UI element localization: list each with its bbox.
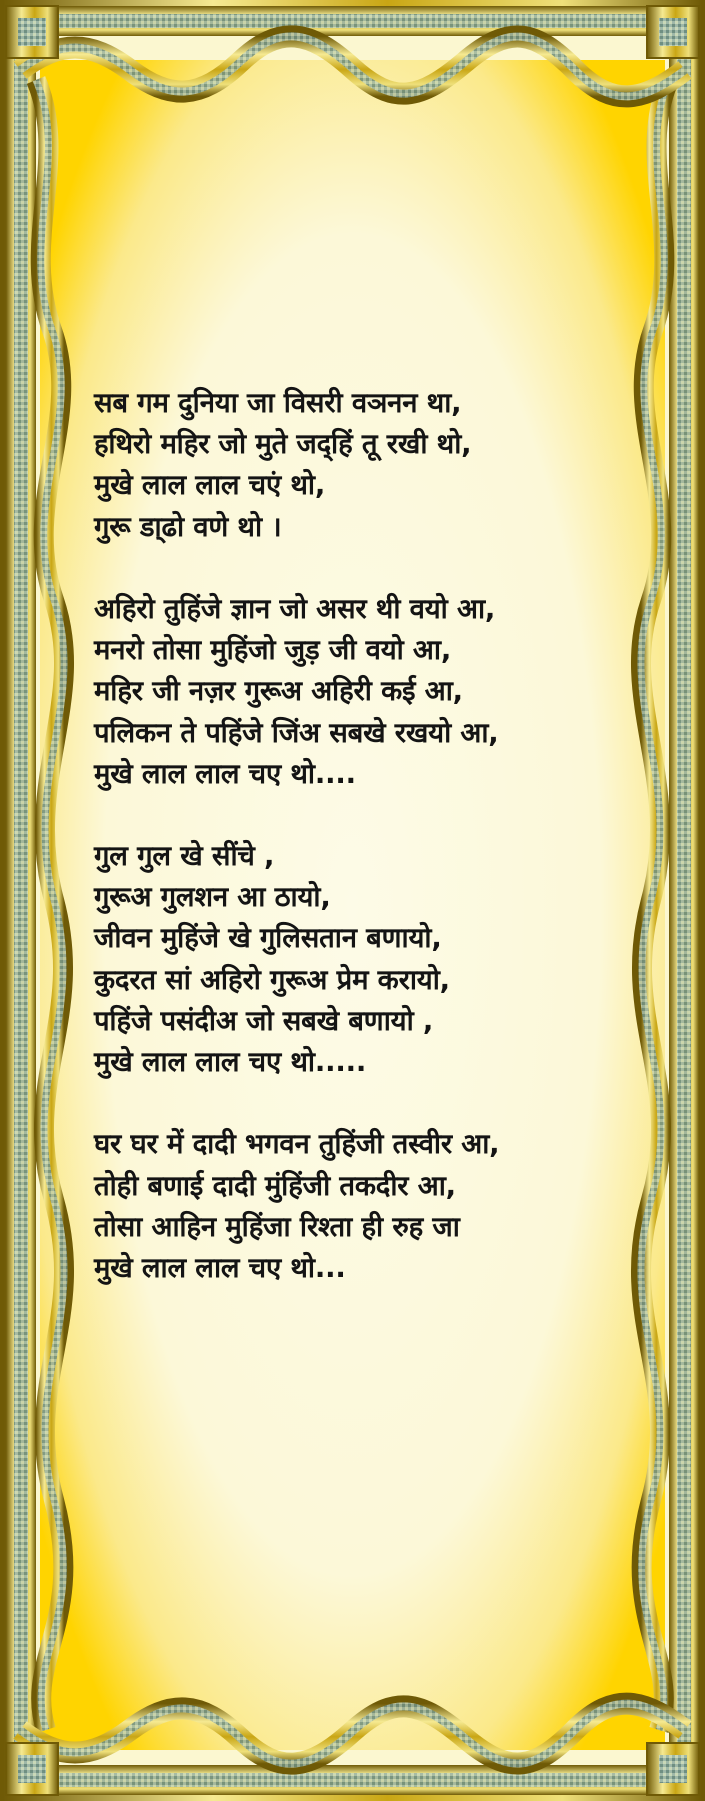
poem-line: तोसा आहिन मुहिंजा रिश्ता ही रुह जा	[94, 1210, 460, 1243]
poem-line: हथिरो महिर जो मुते जद्हिं तू रखी थो,	[94, 428, 472, 461]
poem-line: मुखे लाल लाल चए थो.....	[94, 1046, 367, 1078]
stanza-3	[94, 836, 634, 1083]
stanza-4	[94, 1124, 634, 1289]
poem-line: तोही बणाई दादी मुंहिंजी तकदीर आ,	[94, 1169, 456, 1202]
poem-line: गुल गुल खे सींचे ,	[94, 840, 275, 873]
poem-line: पहिंजे पसंदीअ जो सबखे बणायो ,	[94, 1004, 434, 1037]
poem-line: गुरू डा्ढो वणे थो ।	[94, 510, 282, 543]
poem-line: सब गम दुनिया जा विसरी वञनन था,	[94, 387, 462, 419]
poem-line: मुखे लाल लाल चए थो...	[94, 1251, 346, 1284]
poem-line: कुदरत सां अहिरो गुरूअ प्रेम करायो,	[94, 963, 450, 996]
poem-line: घर घर में दादी भगवन तुहिंजी तस्वीर आ,	[94, 1128, 500, 1161]
poem-line: मनरो तोसा मुहिंजो जुड़ जी वयो आ,	[94, 634, 452, 667]
poem-line: अहिरो तुहिंजे ज्ञान जो असर थी वयो आ,	[94, 592, 496, 625]
poem-line: महिर जी नज़र गुरूअ अहिरी कई आ,	[94, 675, 463, 708]
poem-line: जीवन मुहिंजे खे गुलिसतान बणायो,	[94, 922, 442, 955]
stanza-2	[94, 589, 634, 795]
poem-line: मुखे लाल लाल चए थो....	[94, 757, 356, 790]
poem-line: पलिकन ते पहिंजे जिंअ सबखे रखयो आ,	[94, 716, 499, 749]
poem-line: मुखे लाल लाल चएं थो,	[94, 469, 326, 502]
poem-text	[94, 383, 634, 1330]
stanza-1	[94, 383, 634, 548]
poem-line: गुरूअ गुलशन आ ठायो,	[94, 881, 331, 914]
